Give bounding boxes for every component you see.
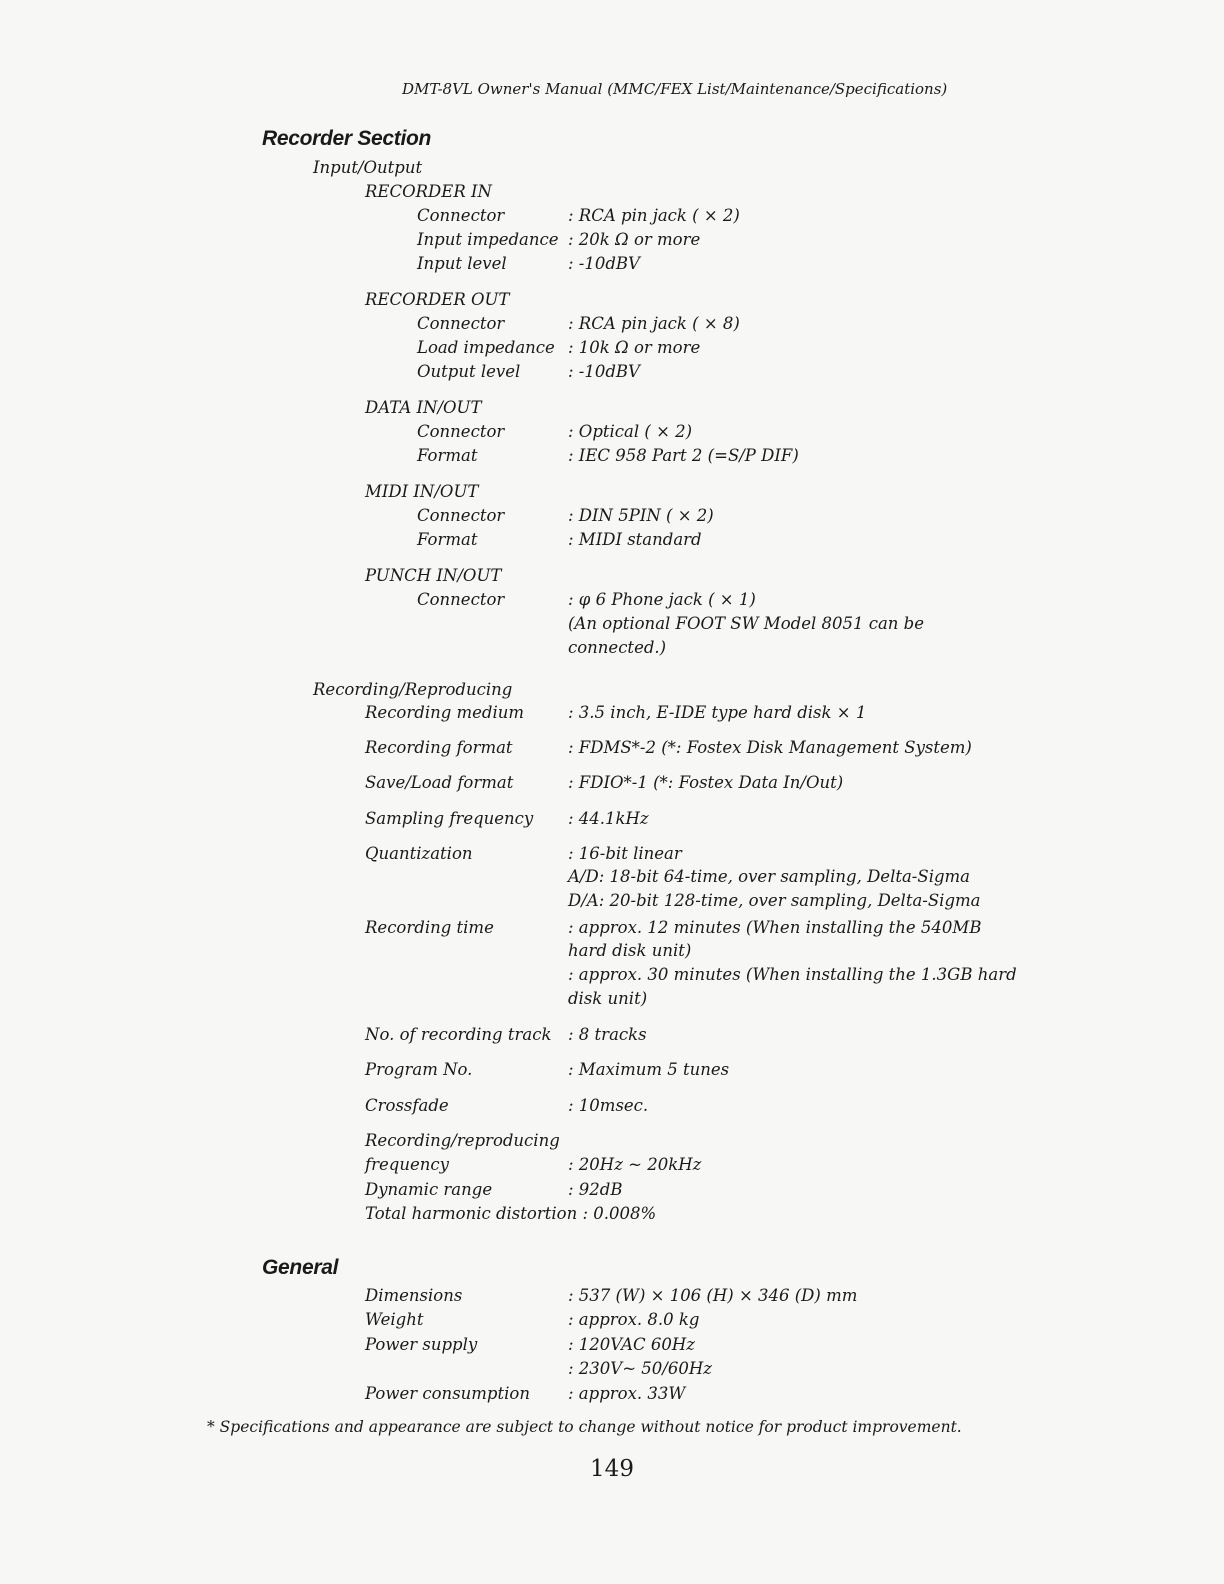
spec-value: : 20k Ω or more [568, 230, 701, 249]
spec-label: Quantization [365, 844, 473, 863]
spec-value: : 10k Ω or more [568, 338, 701, 357]
spec-label: Recording format [365, 738, 513, 757]
spec-value: : 20Hz ~ 20kHz [568, 1155, 702, 1174]
spec-note: D/A: 20-bit 128-time, over sampling, Delta-Sigma [568, 891, 981, 910]
spec-label: Connector [417, 314, 505, 333]
spec-note: disk unit) [568, 989, 648, 1008]
spec-label: Weight [365, 1310, 424, 1329]
footnote: * Specifications and appearance are subject to change without notice for product improvement. [207, 1418, 962, 1436]
spec-value: : Maximum 5 tunes [568, 1060, 730, 1079]
midi-in-out-heading: MIDI IN/OUT [365, 482, 479, 501]
spec-value: : 92dB [568, 1180, 623, 1199]
spec-value: : MIDI standard [568, 530, 702, 549]
spec-value: : 230V~ 50/60Hz [568, 1359, 712, 1378]
spec-label: Connector [417, 422, 505, 441]
spec-value: : approx. 12 minutes (When installing the 540MB [568, 918, 982, 937]
spec-label: Format [417, 530, 478, 549]
spec-note: hard disk unit) [568, 941, 692, 960]
general-section-title: General [262, 1256, 339, 1279]
spec-label: No. of recording track [365, 1025, 552, 1044]
spec-label: Program No. [365, 1060, 473, 1079]
spec-note: connected.) [568, 638, 667, 657]
spec-value: : DIN 5PIN ( × 2) [568, 506, 714, 525]
spec-value: : 3.5 inch, E-IDE type hard disk × 1 [568, 703, 867, 722]
spec-value: : RCA pin jack ( × 8) [568, 314, 740, 333]
spec-label: Input impedance [417, 230, 559, 249]
spec-value: : IEC 958 Part 2 (=S/P DIF) [568, 446, 799, 465]
data-in-out-heading: DATA IN/OUT [365, 398, 482, 417]
spec-label: Output level [417, 362, 521, 381]
spec-label: Load impedance [417, 338, 555, 357]
spec-value: : 8 tracks [568, 1025, 647, 1044]
spec-value: : Optical ( × 2) [568, 422, 693, 441]
recording-reproducing-heading: Recording/Reproducing [313, 680, 513, 699]
running-header: DMT-8VL Owner's Manual (MMC/FEX List/Maintenance/Specifications) [402, 80, 948, 98]
spec-label: frequency [365, 1155, 449, 1174]
page-number: 149 [590, 1456, 634, 1482]
spec-label: Power consumption [365, 1384, 530, 1403]
spec-value: : -10dBV [568, 362, 640, 381]
spec-label: Input level [417, 254, 507, 273]
spec-label: Connector [417, 506, 505, 525]
spec-value: : approx. 8.0 kg [568, 1310, 700, 1329]
spec-value: : 44.1kHz [568, 809, 649, 828]
spec-value: : 16-bit linear [568, 844, 682, 863]
spec-label: Recording/reproducing [365, 1131, 560, 1150]
spec-note: : approx. 30 minutes (When installing the 1.3GB hard [568, 965, 1017, 984]
spec-label: Recording time [365, 918, 494, 937]
spec-value: : 120VAC 60Hz [568, 1335, 695, 1354]
input-output-heading: Input/Output [313, 158, 423, 177]
spec-value: : φ 6 Phone jack ( × 1) [568, 590, 756, 609]
spec-value: : 10msec. [568, 1096, 649, 1115]
spec-label: Power supply [365, 1335, 478, 1354]
spec-value: : 537 (W) × 106 (H) × 346 (D) mm [568, 1286, 858, 1305]
spec-value: : -10dBV [568, 254, 640, 273]
recorder-section-title: Recorder Section [262, 127, 432, 150]
punch-in-out-heading: PUNCH IN/OUT [365, 566, 502, 585]
spec-note: A/D: 18-bit 64-time, over sampling, Delta-Sigma [568, 867, 971, 886]
spec-label: Crossfade [365, 1096, 449, 1115]
spec-label: Sampling frequency [365, 809, 534, 828]
spec-value: : approx. 33W [568, 1384, 686, 1403]
spec-note: (An optional FOOT SW Model 8051 can be [568, 614, 924, 633]
spec-label: Connector [417, 206, 505, 225]
spec-value: : RCA pin jack ( × 2) [568, 206, 740, 225]
recorder-out-heading: RECORDER OUT [365, 290, 510, 309]
spec-label: Recording medium [365, 703, 525, 722]
recorder-in-heading: RECORDER IN [365, 182, 492, 201]
spec-label: Dynamic range [365, 1180, 493, 1199]
spec-thd: Total harmonic distortion : 0.008% [365, 1204, 657, 1223]
spec-label: Format [417, 446, 478, 465]
spec-label: Dimensions [365, 1286, 463, 1305]
spec-value: : FDIO*-1 (*: Fostex Data In/Out) [568, 773, 844, 792]
spec-label: Connector [417, 590, 505, 609]
spec-label: Save/Load format [365, 773, 514, 792]
spec-value: : FDMS*-2 (*: Fostex Disk Management System) [568, 738, 972, 757]
